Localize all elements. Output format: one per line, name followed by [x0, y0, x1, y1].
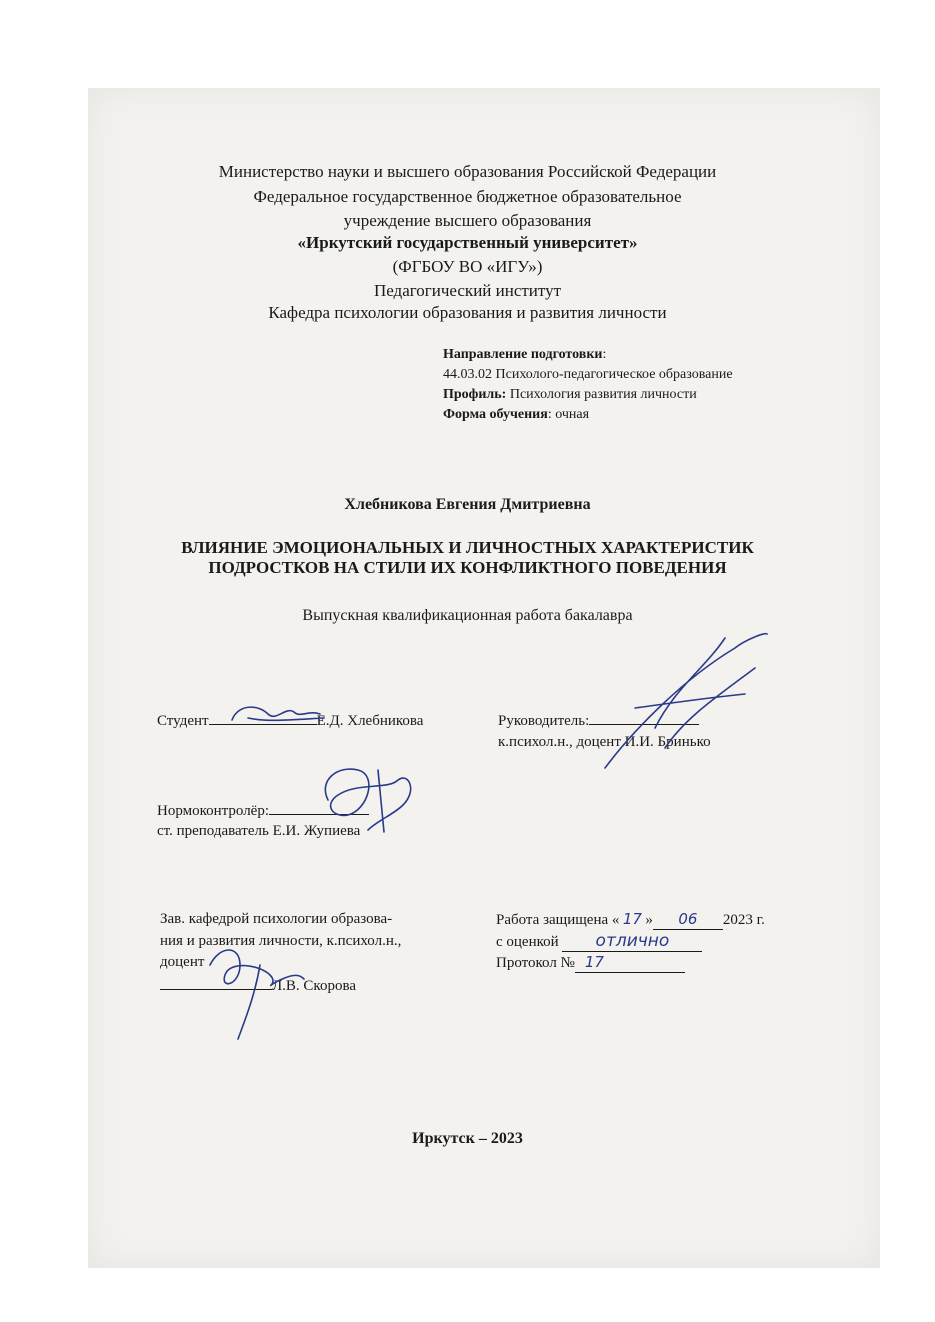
defended-line: [496, 910, 765, 930]
thesis-title-line-2: ПОДРОСТКОВ НА СТИЛИ ИХ КОНФЛИКТНОГО ПОВЕДЕНИЯ: [208, 558, 727, 577]
ministry-line: Министерство науки и высшего образования Российской Федерации: [218, 162, 717, 181]
grade-value: отлично: [562, 932, 702, 952]
profile-line: [443, 386, 697, 404]
work-type: Выпускная квалификационная работа бакалавра: [302, 607, 633, 624]
defended-day: 17: [622, 910, 642, 928]
city-year: Иркутск – 2023: [412, 1130, 523, 1147]
grade-line: [496, 932, 702, 952]
normcontrol-signature-scribble: [308, 760, 428, 835]
head-signature-scribble: [200, 935, 310, 1045]
profile-value: Психология развития личности: [506, 387, 697, 402]
head-title-line-1: Зав. кафедрой психологии образова-: [160, 911, 393, 927]
grade-label: с оценкой: [496, 934, 559, 950]
form-value: : очная: [547, 407, 590, 422]
direction-label: Направление подготовки: [443, 347, 603, 362]
normcontrol-label: Нормоконтролёр:: [157, 803, 270, 819]
defended-mid: »: [645, 912, 653, 928]
normcontrol-name: ст. преподаватель Е.И. Жупиева: [157, 823, 361, 839]
author-name: Хлебникова Евгения Дмитриевна: [344, 496, 591, 513]
supervisor-name: к.психол.н., доцент И.И. Бринько: [498, 734, 711, 750]
institution-type-line-2: учреждение высшего образования: [343, 211, 592, 230]
protocol-line: [496, 953, 685, 973]
student-signature-scribble: [228, 700, 328, 730]
university-name: «Иркутский государственный университет»: [297, 233, 638, 252]
thesis-title-line-1: ВЛИЯНИЕ ЭМОЦИОНАЛЬНЫХ И ЛИЧНОСТНЫХ ХАРАКТЕРИСТИК: [181, 538, 754, 557]
department-name: Кафедра психологии образования и развития личности: [268, 303, 667, 322]
defended-year: 2023 г.: [722, 912, 765, 928]
direction-value: 44.03.02 Психолого-педагогическое образование: [443, 367, 733, 382]
institution-type-line: Федеральное государственное бюджетное образовательное: [253, 187, 682, 206]
head-name: Л.В. Скорова: [272, 978, 357, 994]
profile-label: Профиль:: [443, 387, 507, 402]
direction-line: [443, 346, 606, 364]
form-line: [443, 406, 589, 424]
protocol-value: 17: [575, 953, 685, 973]
protocol-label: Протокол №: [496, 955, 575, 971]
student-name: Е.Д. Хлебникова: [316, 713, 424, 729]
head-title-line-2: ния и развития личности, к.психол.н.,: [160, 933, 402, 949]
supervisor-signature-scribble: [595, 628, 775, 778]
direction-colon: :: [602, 347, 607, 362]
institute-name: Педагогический институт: [373, 281, 562, 300]
defended-label: Работа защищена «: [496, 912, 620, 928]
university-abbr: (ФГБОУ ВО «ИГУ»): [392, 257, 543, 276]
student-label: Студент: [157, 713, 209, 729]
defended-month: 06: [653, 910, 723, 930]
form-label: Форма обучения: [443, 407, 548, 422]
head-title-line-3: доцент: [160, 954, 205, 970]
supervisor-label: Руководитель:: [498, 713, 590, 729]
